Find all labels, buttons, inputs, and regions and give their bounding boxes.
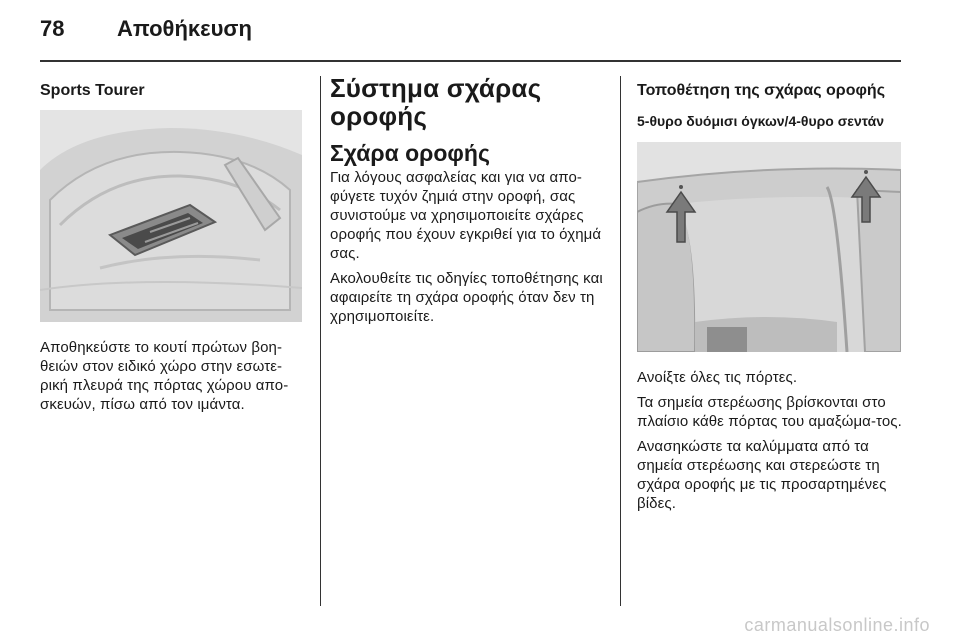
- column-3: [637, 76, 903, 513]
- page-number: 78: [40, 16, 65, 41]
- column-divider-2: [620, 76, 621, 606]
- section-heading-sports-tourer: Sports Tourer: [40, 82, 145, 99]
- column-1: [40, 76, 306, 414]
- first-aid-kit-illustration: [40, 110, 302, 322]
- first-aid-kit-text: Αποθηκεύστε το κουτί πρώτων βοη-θειών στον ειδικό χώρο στην εσωτε-ρική πλευρά της πόρτας χώρου απο-σκευών, πίσω από τον ιμάντα.: [40, 339, 289, 413]
- open-doors-text: Ανοίξτε όλες τις πόρτες.: [637, 369, 798, 386]
- door-frame-mounting-points-illustration: [637, 142, 901, 352]
- chapter-title: Αποθήκευση: [117, 16, 252, 41]
- subheading-roof-rack: Σχάρα οροφής: [330, 140, 490, 166]
- attach-roof-rack-text: Ανασηκώστε τα καλύμματα από τα σημεία στερέωσης και στερεώστε τη σχάρα οροφής με τις προσαρτημένες βίδες.: [637, 438, 887, 512]
- subheading-vehicle-variant: 5-θυρο δυόμισι όγκων/4-θυρο σεντάν: [637, 113, 884, 129]
- section-heading-roof-rack-mounting: Τοποθέτηση της σχάρας οροφής: [637, 82, 886, 99]
- section-heading-roof-rack-system: Σύστημα σχάρας οροφής: [330, 73, 542, 131]
- column-divider-1: [320, 76, 321, 606]
- roof-rack-instructions-text: Ακολουθείτε τις οδηγίες τοποθέτησης και αφαιρείτε τη σχάρα οροφής όταν δεν τη χρησιμοποιείτε.: [330, 270, 603, 325]
- mounting-points-location-text: Τα σημεία στερέωσης βρίσκονται στο πλαίσιο κάθε πόρτας του αμαξώμα-τος.: [637, 394, 902, 430]
- header-rule: [40, 60, 901, 62]
- column-2: [330, 73, 608, 326]
- watermark: carmanualsonline.info: [744, 615, 930, 635]
- roof-rack-safety-text: Για λόγους ασφαλείας και για να απο-φύγετε τυχόν ζημιά στην οροφή, σας συνιστούμε να χρησιμοποιείτε σχάρες οροφής που έχουν εγκριθεί για το όχημά σας.: [330, 169, 602, 262]
